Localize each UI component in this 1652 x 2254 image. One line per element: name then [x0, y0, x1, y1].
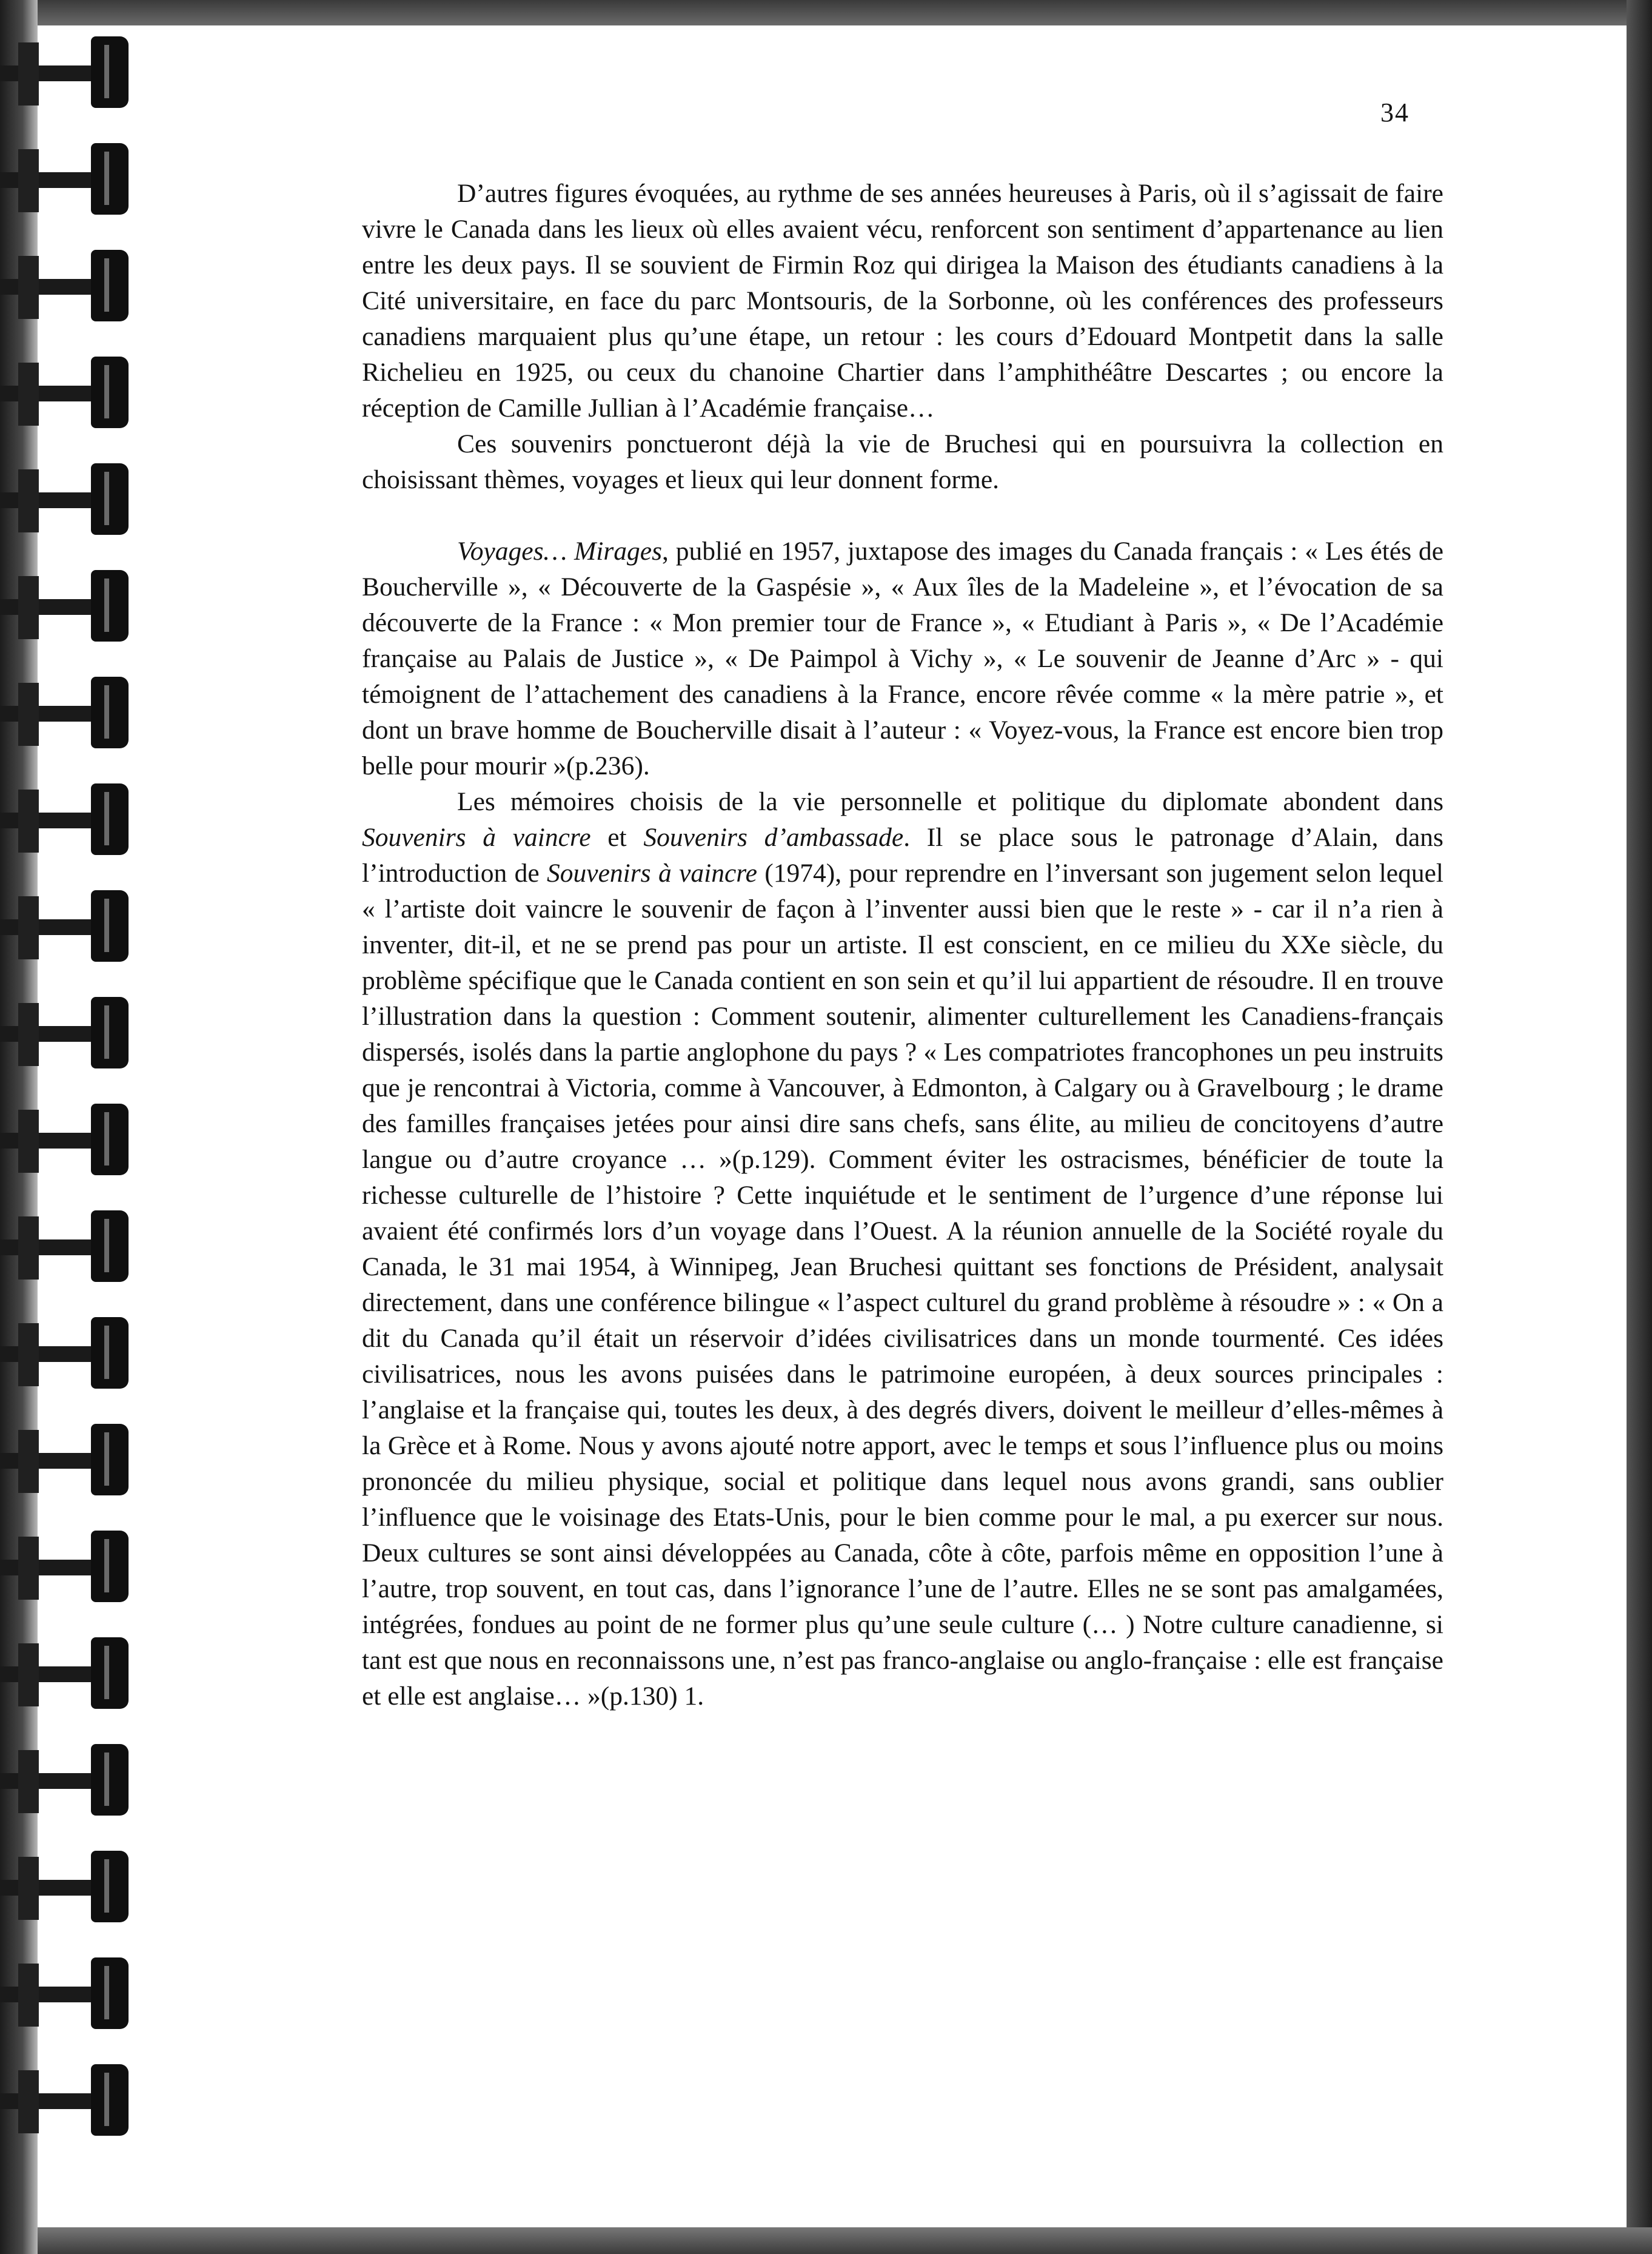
binding-coil	[0, 357, 139, 429]
book-title-voyages-mirages: Voyages… Mirages	[457, 537, 663, 566]
binding-coil	[0, 997, 139, 1070]
binding-coil	[0, 143, 139, 216]
book-title-souvenirs-a-vaincre: Souvenirs à vaincre	[362, 823, 591, 852]
binding-coil	[0, 1531, 139, 1603]
binding-coil	[0, 890, 139, 963]
binding-coil	[0, 1210, 139, 1283]
binding-coil	[0, 1637, 139, 1710]
binding-coil	[0, 677, 139, 750]
paragraph-4-part-1: Les mémoires choisis de la vie personnelle et politique du diplomate abondent dans	[457, 787, 1443, 816]
binding-coil	[0, 1851, 139, 1924]
binding-coil	[0, 36, 139, 109]
paragraph-4-part-2: et	[590, 823, 644, 852]
body-text	[362, 176, 1443, 1714]
paragraph-2: Ces souvenirs ponctueront déjà la vie de Bruchesi qui en poursuivra la collection en choisissant thèmes, voyages et lieux qui leur donnent forme.	[362, 429, 1443, 494]
binding-coil	[0, 1104, 139, 1176]
binding-coil	[0, 1744, 139, 1817]
book-title-souvenirs-d-ambassade: Souvenirs d’ambassade	[643, 823, 904, 852]
paragraph-4-part-4: (1974), pour reprendre en l’inversant son jugement selon lequel « l’artiste doit vaincre le souvenir de façon à l’inventer aussi bien que le reste » - car il n’a rien à inventer, dit-il, et ne se prend pas pour un artiste. Il est conscient, en ce milieu du XXe siècle, du problème spécifique que le Canada contient en son sein et qu’il lui appartient de résoudre. Il en trouve l’illustration dans la question : Comment soutenir, alimenter culturellement les Canadiens-français dispersés, isolés dans la partie anglophone du pays ? « Les compatriotes francophones un peu instruits que je rencontrai à Victoria, comme à Vancouver, à Edmonton, à Calgary ou à Gravelbourg ; le drame des familles françaises jetées pour ainsi dire sans chefs, sans élite, au milieu de concitoyens d’autre langue ou d’autre croyance … »(p.129). Comment éviter les ostracismes, bénéficier de toute la richesse culturelle de l’histoire ? Cette inquiétude et le sentiment de l’urgence d’une réponse lui avaient été confirmés lors d’un voyage dans l’Ouest. A la réunion annuelle de la Société royale du Canada, le 31 mai 1954, à Winnipeg, Jean Bruchesi quittant ses fonctions de Président, analysait directement, dans une conférence bilingue « l’aspect culturel du grand problème à résoudre » : « On a dit du Canada qu’il était un réservoir d’idées civilisatrices dans un monde tourmenté. Ces idées civilisatrices, nous les avons puisées dans le patrimoine européen, à deux sources principales : l’anglaise et la française qui, toutes les deux, à des degrés divers, doivent le meilleur d’elles-mêmes à la Grèce et à Rome. Nous y avons ajouté notre apport, avec le temps et sous l’influence plus ou moins prononcée du milieu physique, social et politique dans lequel nous avons grandi, sans oublier l’influence que le voisinage des Etats-Unis, pour le bien comme pour le mal, a pu exercer sur nous. Deux cultures se sont ainsi développées au Canada, côte à côte, parfois même en opposition l’une à l’autre, trop souvent, en tout cas, dans l’ignorance l’une de l’autre. Elles ne se sont pas amalgamées, intégrées, fondues au point de ne former plus qu’une seule culture (… ) Notre culture canadienne, si tant est que nous en reconnaissons une, n’est pas franco-anglaise ou anglo-française : elle est française et elle est anglaise… »(p.130) 1.	[362, 859, 1444, 1711]
book-title-souvenirs-a-vaincre-2: Souvenirs à vaincre	[547, 859, 757, 888]
binding-coil	[0, 250, 139, 323]
paragraph-3-text: , publié en 1957, juxtapose des images du Canada français : « Les étés de Boucherville », « Découverte de la Gaspésie », « Aux îles de la Madeleine », et l’évocation de sa découverte de la France : « Mon premier tour de France », « Etudiant à Paris », « De l’Académie française au Palais de Justice », « De Paimpol à Vichy », « Le souvenir de Jeanne d’Arc » - qui témoignent de l’attachement des canadiens à la France, encore rêvée comme « la mère patrie », et dont un brave homme de Boucherville disait à l’auteur : « Voyez-vous, la France est encore bien trop belle pour mourir »(p.236).	[362, 537, 1444, 780]
scan-border-bottom	[0, 2227, 1652, 2254]
spiral-binding	[0, 36, 139, 2219]
page-number: 34	[1380, 98, 1410, 127]
paragraph-1: D’autres figures évoquées, au rythme de ses années heureuses à Paris, où il s’agissait de faire vivre le Canada dans les lieux où elles avaient vécu, renforcent son sentiment d’appartenance au lien entre les deux pays. Il se souvient de Firmin Roz qui dirigea la Maison des étudiants canadiens à la Cité universitaire, en face du parc Montsouris, de la Sorbonne, où les conférences des professeurs canadiens marquaient plus qu’une étape, un retour : les cours d’Edouard Montpetit dans la salle Richelieu en 1925, ou ceux du chanoine Chartier dans l’amphithéâtre Descartes ; ou encore la réception de Camille Jullian à l’Académie française…	[362, 179, 1443, 423]
binding-coil	[0, 2064, 139, 2137]
paragraph-3	[362, 534, 1443, 784]
binding-coil	[0, 1317, 139, 1390]
binding-coil	[0, 783, 139, 856]
paragraph-4-part-3: . Il se place sous le patronage d’Alain, dans l’introduction de	[362, 823, 1443, 888]
binding-coil	[0, 1957, 139, 2030]
scan-border-top	[0, 0, 1652, 25]
paragraph-4	[362, 784, 1443, 1714]
binding-coil	[0, 570, 139, 643]
binding-coil	[0, 463, 139, 536]
binding-coil	[0, 1424, 139, 1497]
scan-border-right	[1627, 0, 1652, 2254]
